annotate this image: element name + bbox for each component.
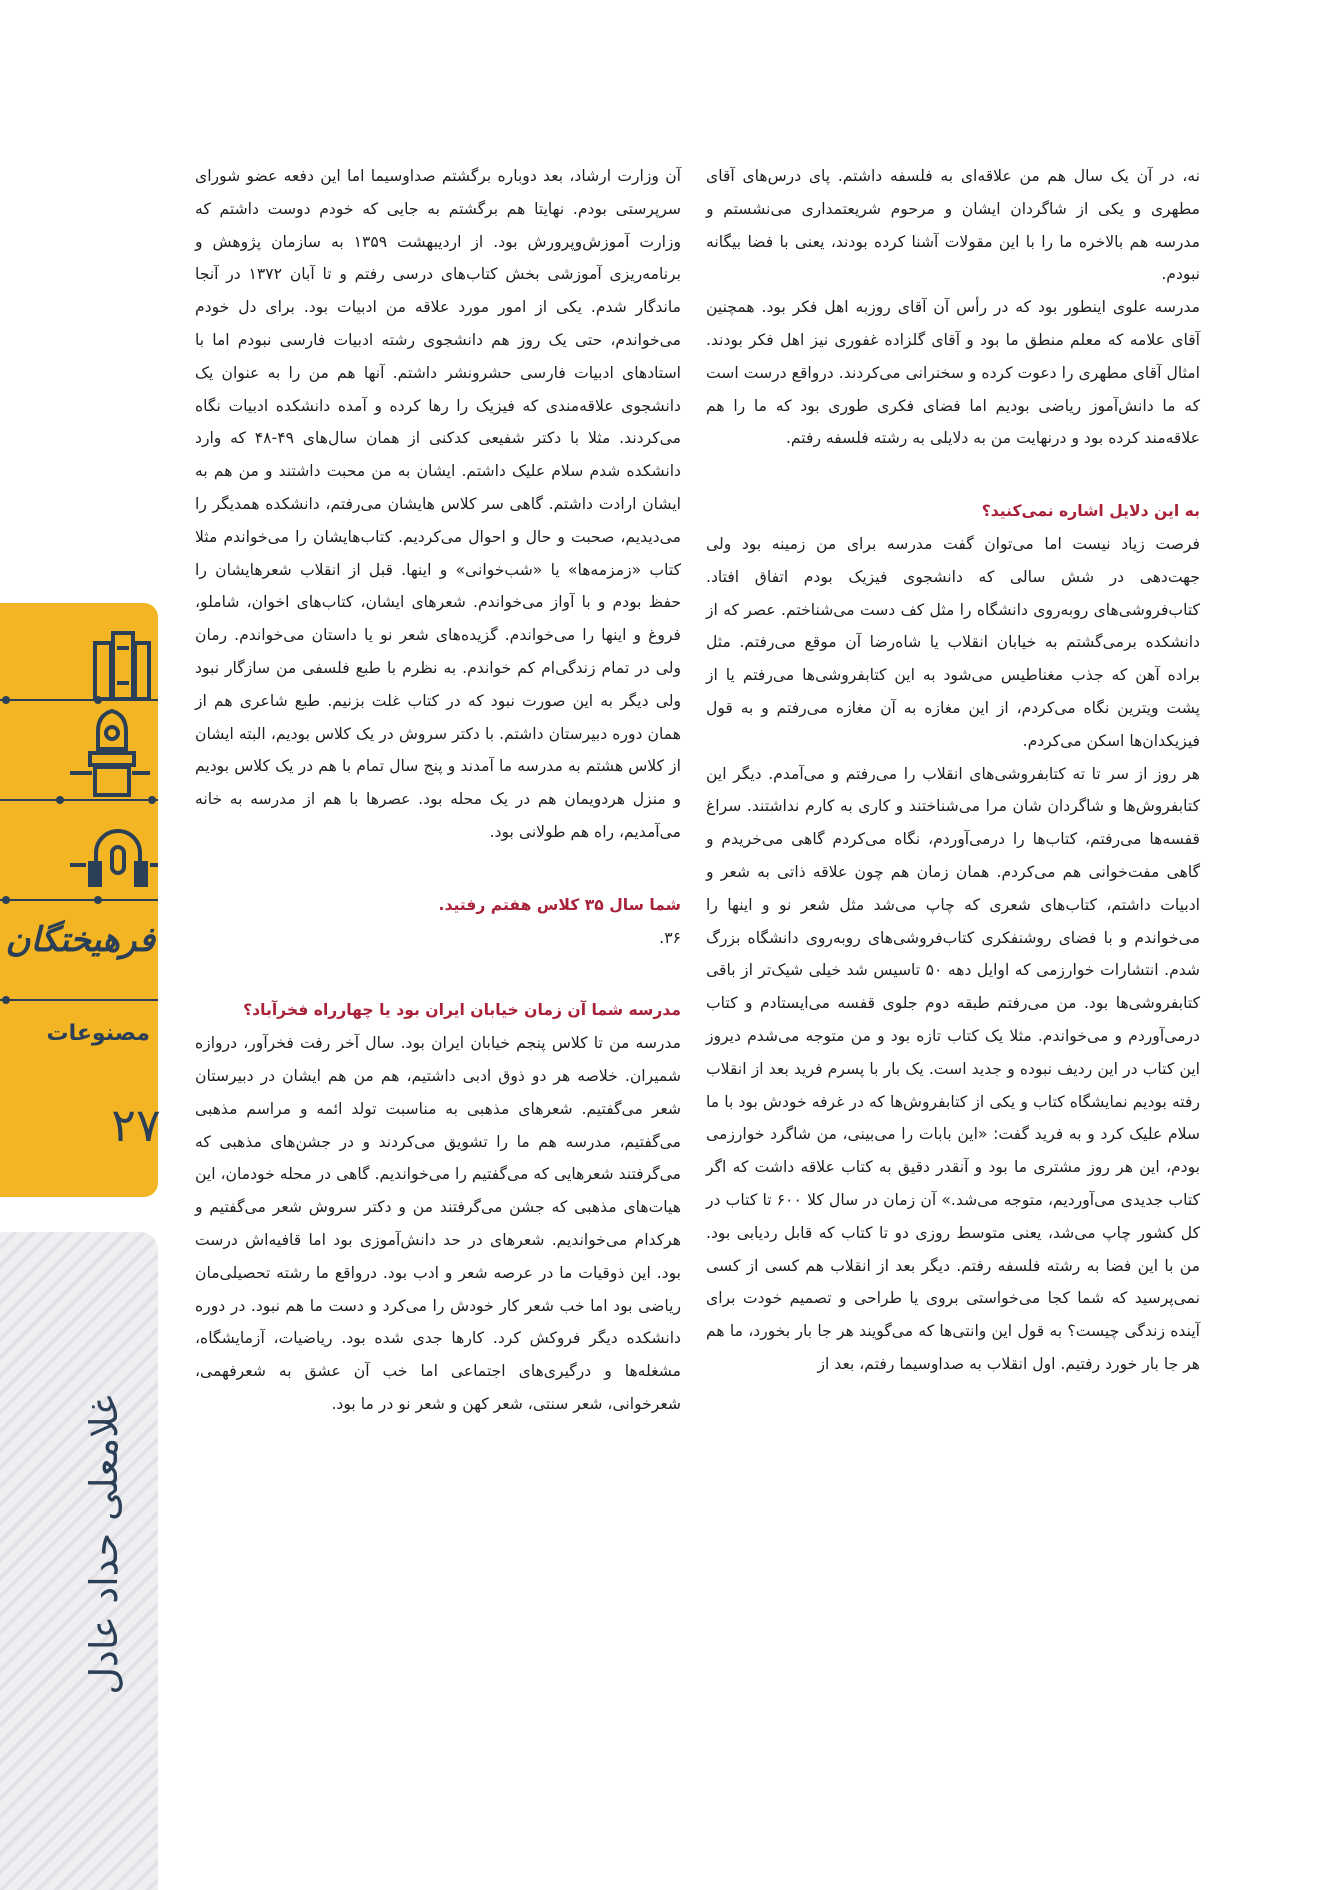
interview-question: مدرسه شما آن زمان خیابان ایران بود یا چهارراه فخرآباد؟ — [243, 1001, 681, 1020]
interview-answer: ۳۶. — [659, 928, 681, 947]
interview-question: به این دلایل اشاره نمی‌کنید؟ — [981, 502, 1200, 521]
left-text-column — [195, 160, 681, 1421]
author-name: غلامعلی حداد عادل — [82, 1395, 126, 1695]
paragraph: نه، در آن یک سال هم من علاقه‌ای به فلسفه داشتم. پای درس‌های آقای مطهری و یکی از شاگردان ایشان و مرحوم شریعتمداری می‌نشستم و مدرسه هم بالاخره ما را با این مقولات آشنا کرده بودند، یعنی با فضا بیگانه نبودم. — [706, 167, 1200, 284]
right-text-column — [706, 160, 1200, 1381]
paragraph: آن وزارت ارشاد، بعد دوباره برگشتم صداوسیما اما این دفعه عضو شورای سرپرستی بودم. نهایتا هم برگشتم به جایی که خودم دوست داشتم که وزارت آموزش‌وپرورش بود. از اردیبهشت ۱۳۵۹ به سازمان پژوهش و برنامه‌ریزی آموزشی بخش کتاب‌های درسی رفتم و تا آبان ۱۳۷۲ در آنجا ماندگار شدم. یکی از امور مورد علاقه من ادبیات بود. برای دل خودم می‌خواندم، حتی یک روز هم دانشجوی رشته ادبیات فارسی نبودم اما با استادهای ادبیات فارسی حشرونشر داشتم. آنها هم من را به عنوان یک دانشجوی علاقه‌مندی که فیزیک را رها کرده و آمده دانشکده ادبیات نگاه می‌کردند. مثلا با دکتر شفیعی کدکنی از همان سال‌های ۴۹-۴۸ که وارد دانشکده شدم سلام علیک داشتم. ایشان به من محبت داشتند و من هم به ایشان ارادت داشتم. گاهی سر کلاس هایشان می‌رفتم، دانشکده همدیگر را می‌دیدیم، صحبت و حال و احوال می‌کردیم. کتاب‌هایشان را می‌خواندم مثلا کتاب «زمزمه‌ها» یا «شب‌خوانی» و اینها. قبل از انقلاب شعرهایشان را حفظ بودم و با آواز می‌خواندم. شعرهای ایشان، کتاب‌های اخوان، شاملو، فروغ و اینها را می‌خواندم. گزیده‌های شعر نو یا داستان می‌خواندم. رمان ولی در تمام زندگی‌ام کم خواندم. به نظرم با طبع فلسفی من سازگار نبود ولی دیگر به این صورت نبود که در کتاب غلت بزنیم. طبع شاعری هم از همان دوره دبیرستان داشتم. با دکتر سروش در یک کلاس بودیم، البته ایشان از کلاس هشتم به مدرسه ما آمدند و پنج سال تمام با هم در یک کلاس بودیم و منزل هردویمان هم در یک محله بود. عصرها با هم از مدرسه به خانه می‌آمدیم، راه هم طولانی بود. — [195, 167, 681, 841]
page-number: ۲۷ — [111, 1098, 161, 1152]
headphones-icon — [70, 831, 158, 885]
interview-question: شما سال ۳۵ کلاس هفتم رفتید. — [438, 895, 681, 914]
paragraph: هر روز از سر تا ته کتابفروشی‌های انقلاب را می‌رفتم و می‌آمدم. دیگر این کتابفروش‌ها و شاگردان شان مرا می‌شناختند و کاری به کارم نداشتند. سراغ قفسه‌ها می‌رفتم، کتاب‌ها را درمی‌آوردم، نگاه می‌کردم گاهی می‌خریدم و گاهی مفت‌خوانی هم می‌کردم. همان زمان هم چون علاقه ذاتی به شعر و ادبیات داشتم، کتاب‌های شعری که چاپ می‌شد مثل شعر نو و اینها را می‌خواندم و با فضای روشنفکری کتاب‌فروشی‌های روبه‌روی دانشگاه بزرگ شدم. انتشارات خوارزمی که اوایل دهه ۵۰ تاسیس شد خیلی شیک‌تر از باقی کتابفروشی‌ها بود. من می‌رفتم طبقه دوم جلوی قفسه می‌ایستادم و کتاب درمی‌آوردم و می‌خواندم. مثلا یک کتاب تازه بود و من متوجه می‌شدم دیروز این کتاب در این ردیف نبوده و جدید است. یک بار با پسرم فرید بعد از انقلاب رفته بودیم نمایشگاه کتاب و یکی از کتابفروش‌ها که در غرفه خودش بود با ما سلام علیک کرد و به فرید گفت: «این بابات را می‌بینی، من شاگرد خوارزمی بودم، این هر روز مشتری ما بود و آنقدر دقیق به کتاب علاقه داشت که اگر کتاب جدیدی می‌آوردیم، متوجه می‌شد.» آن زمان در سال کلا ۶۰۰ تا کتاب در کل کشور چاپ می‌شد، یعنی متوسط روزی دو تا کتاب که قابل ردیابی بود. من با این فضا به رشته فلسفه رفتم. دیگر بعد از انقلاب هم کسی از کسی نمی‌پرسید که شما کجا می‌خواستی بروی یا طراحی و تصمیم خودت برای آینده زندگی چیست؟ به قول این وانتی‌ها که می‌گویند هر جا بار بخورد، ما هم هر جا بار خورد رفتیم. اول انقلاب به صداوسیما رفتم، بعد از — [706, 764, 1200, 1373]
lamp-icon — [70, 711, 150, 795]
magazine-logo: فرهیختگان — [5, 920, 155, 960]
paragraph: مدرسه من تا کلاس پنجم خیابان ایران بود. سال آخر رفت فخرآور، دروازه شمیران. خلاصه هر دو ذوق ادبی داشتیم، هم من هم ایشان در دبیرستان شعر می‌گفتیم. شعرهای مذهبی به مناسبت تولد ائمه و مراسم مذهبی می‌گفتیم، مدرسه هم ما را تشویق می‌کردند و در جشن‌های مذهبی که می‌گرفتند شعرهایی که می‌گفتیم را می‌خواندیم. گاهی در محله خودمان، این هیات‌های مذهبی که جشن می‌گرفتند من و دکتر سروش شعر می‌گفتیم و هرکدام می‌خواندیم. شعرهای در حد دانش‌آموزی بود اما قافیه‌اش درست بود. این ذوقیات ما در عرصه شعر و ادب بود. درواقع ما رشته تحصیلی‌مان ریاضی بود اما خب شعر کار خودش را می‌کرد و دست ما هم نبود. در دوره دانشکده دیگر فروکش کرد. کارها جدی شده بود. ریاضیات، آزمایشگاه، مشغله‌ها و درگیری‌های اجتماعی اما خب آن عشق به شعرفهمی، شعرخوانی، شعر سنتی، شعر کهن و شعر نو در ما بود. — [195, 1034, 681, 1413]
paragraph: فرصت زیاد نیست اما می‌توان گفت مدرسه برای من زمینه بود ولی جهت‌دهی در شش سالی که دانشجوی فیزیک بودم اتفاق افتاد. کتاب‌فروشی‌های روبه‌روی دانشگاه را مثل کف دست می‌شناختم. عصر که از دانشکده برمی‌گشتم به خیابان انقلاب یا شاه‌رضا آن موقع می‌رفتم. مثل براده آهن که جذب مغناطیس می‌شود به این کتابفروشی‌ها می‌رفتم یا از پشت ویترین نگاه می‌کردم، از این مغازه به آن مغازه می‌رفتم و به قول فیزیکدان‌ها اسکن می‌کردم. — [706, 534, 1200, 750]
books-icon — [95, 633, 149, 699]
paragraph: مدرسه علوی اینطور بود که در رأس آن آقای روزبه اهل فکر بود. همچنین آقای علامه که معلم منطق ما بود و آقای گلزاده غفوری نیز اهل فکر بودند. امثال آقای مطهری را دعوت کرده و سخنرانی می‌کردند. درواقع درست است که ما دانش‌آموز ریاضی بودیم اما فضای فکری طوری بود که ما را هم علاقه‌مند کرده بود و درنهایت من به دلایلی به رشته فلسفه رفتم. — [706, 298, 1200, 448]
section-label: مصنوعات — [46, 1021, 150, 1046]
